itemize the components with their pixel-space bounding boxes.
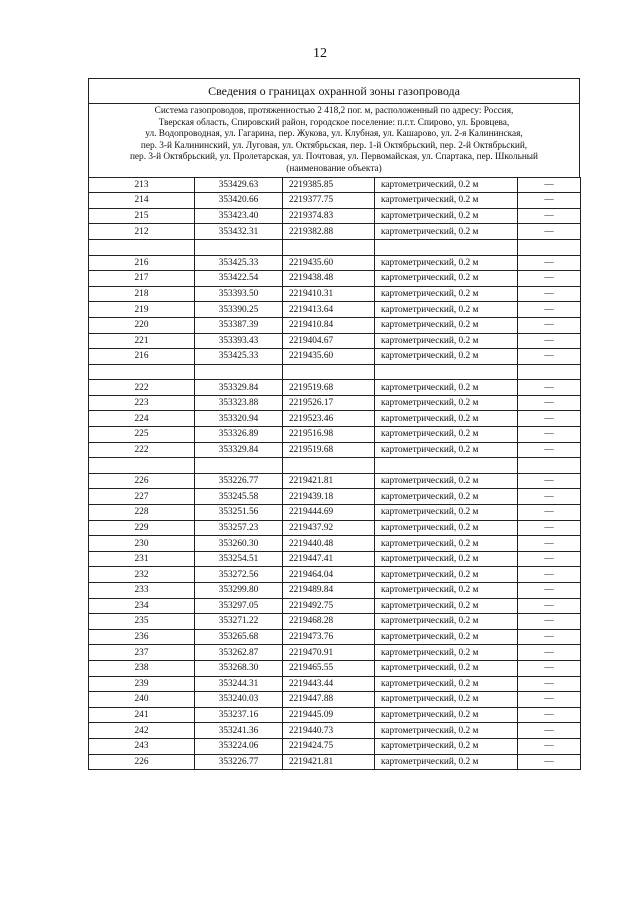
table-row bbox=[89, 520, 581, 536]
description-cell: — bbox=[518, 395, 581, 411]
table-row bbox=[89, 738, 581, 754]
x-coordinate-cell: 353393.50 bbox=[195, 286, 283, 302]
point-number-cell: 213 bbox=[89, 177, 195, 193]
object-caption: (наименование объекта) bbox=[286, 163, 382, 174]
description-cell: — bbox=[518, 427, 581, 443]
point-number-cell: 228 bbox=[89, 505, 195, 521]
empty-cell bbox=[89, 458, 195, 474]
table-row bbox=[89, 551, 581, 567]
separator-row bbox=[89, 239, 581, 255]
page-number: 12 bbox=[313, 46, 327, 61]
x-coordinate-cell: 353329.84 bbox=[195, 380, 283, 396]
method-cell: картометрический, 0.2 м bbox=[375, 442, 518, 458]
x-coordinate-cell: 353423.40 bbox=[195, 208, 283, 224]
description-cell: — bbox=[518, 505, 581, 521]
empty-cell bbox=[375, 458, 518, 474]
description-line: пер. 3-й Калининский, ул. Луговая, ул. Октябрьская, пер. 1-й Октябрьский, пер. 2-й Октябрьский, bbox=[140, 140, 528, 151]
table-row bbox=[89, 723, 581, 739]
description-line: Тверская область, Спировский район, городское поселение: п.г.т. Спирово, ул. Бровцева, bbox=[158, 117, 510, 128]
description-cell: — bbox=[518, 317, 581, 333]
method-cell: картометрический, 0.2 м bbox=[375, 349, 518, 365]
point-number-cell: 222 bbox=[89, 442, 195, 458]
method-cell: картометрический, 0.2 м bbox=[375, 193, 518, 209]
empty-cell bbox=[375, 239, 518, 255]
method-cell: картометрический, 0.2 м bbox=[375, 692, 518, 708]
method-cell: картометрический, 0.2 м bbox=[375, 738, 518, 754]
point-number-cell: 216 bbox=[89, 255, 195, 271]
empty-cell bbox=[283, 458, 375, 474]
method-cell: картометрический, 0.2 м bbox=[375, 302, 518, 318]
point-number-cell: 222 bbox=[89, 380, 195, 396]
empty-cell bbox=[195, 239, 283, 255]
empty-cell bbox=[195, 458, 283, 474]
y-coordinate-cell: 2219424.75 bbox=[283, 738, 375, 754]
point-number-cell: 238 bbox=[89, 660, 195, 676]
table-row bbox=[89, 317, 581, 333]
description-cell: — bbox=[518, 473, 581, 489]
y-coordinate-cell: 2219526.17 bbox=[283, 395, 375, 411]
point-number-cell: 212 bbox=[89, 224, 195, 240]
x-coordinate-cell: 353254.51 bbox=[195, 551, 283, 567]
method-cell: картометрический, 0.2 м bbox=[375, 723, 518, 739]
y-coordinate-cell: 2219489.84 bbox=[283, 583, 375, 599]
description-cell: — bbox=[518, 692, 581, 708]
table-row bbox=[89, 692, 581, 708]
description-cell: — bbox=[518, 489, 581, 505]
point-number-cell: 230 bbox=[89, 536, 195, 552]
y-coordinate-cell: 2219523.46 bbox=[283, 411, 375, 427]
x-coordinate-cell: 353244.31 bbox=[195, 676, 283, 692]
y-coordinate-cell: 2219410.31 bbox=[283, 286, 375, 302]
table-row bbox=[89, 255, 581, 271]
point-number-cell: 231 bbox=[89, 551, 195, 567]
empty-cell bbox=[195, 364, 283, 380]
method-cell: картометрический, 0.2 м bbox=[375, 208, 518, 224]
description-cell: — bbox=[518, 583, 581, 599]
description-cell: — bbox=[518, 707, 581, 723]
x-coordinate-cell: 353224.06 bbox=[195, 738, 283, 754]
y-coordinate-cell: 2219404.67 bbox=[283, 333, 375, 349]
x-coordinate-cell: 353251.56 bbox=[195, 505, 283, 521]
method-cell: картометрический, 0.2 м bbox=[375, 598, 518, 614]
method-cell: картометрический, 0.2 м bbox=[375, 629, 518, 645]
table-row bbox=[89, 505, 581, 521]
point-number-cell: 226 bbox=[89, 473, 195, 489]
method-cell: картометрический, 0.2 м bbox=[375, 286, 518, 302]
x-coordinate-cell: 353245.58 bbox=[195, 489, 283, 505]
table-row bbox=[89, 489, 581, 505]
x-coordinate-cell: 353329.84 bbox=[195, 442, 283, 458]
point-number-cell: 227 bbox=[89, 489, 195, 505]
y-coordinate-cell: 2219443.44 bbox=[283, 676, 375, 692]
x-coordinate-cell: 353272.56 bbox=[195, 567, 283, 583]
table-row bbox=[89, 208, 581, 224]
table-row bbox=[89, 660, 581, 676]
method-cell: картометрический, 0.2 м bbox=[375, 411, 518, 427]
method-cell: картометрический, 0.2 м bbox=[375, 271, 518, 287]
point-number-cell: 216 bbox=[89, 349, 195, 365]
description-cell: — bbox=[518, 723, 581, 739]
table-row bbox=[89, 380, 581, 396]
x-coordinate-cell: 353260.30 bbox=[195, 536, 283, 552]
x-coordinate-cell: 353240.03 bbox=[195, 692, 283, 708]
x-coordinate-cell: 353226.77 bbox=[195, 754, 283, 770]
x-coordinate-cell: 353393.43 bbox=[195, 333, 283, 349]
y-coordinate-cell: 2219470.91 bbox=[283, 645, 375, 661]
description-cell: — bbox=[518, 177, 581, 193]
point-number-cell: 215 bbox=[89, 208, 195, 224]
point-number-cell: 221 bbox=[89, 333, 195, 349]
y-coordinate-cell: 2219382.88 bbox=[283, 224, 375, 240]
y-coordinate-cell: 2219519.68 bbox=[283, 380, 375, 396]
empty-cell bbox=[375, 364, 518, 380]
x-coordinate-cell: 353297.05 bbox=[195, 598, 283, 614]
description-cell: — bbox=[518, 551, 581, 567]
table-row bbox=[89, 442, 581, 458]
table-row bbox=[89, 286, 581, 302]
table-row bbox=[89, 193, 581, 209]
x-coordinate-cell: 353387.39 bbox=[195, 317, 283, 333]
method-cell: картометрический, 0.2 м bbox=[375, 614, 518, 630]
point-number-cell: 237 bbox=[89, 645, 195, 661]
description-cell: — bbox=[518, 224, 581, 240]
table-row bbox=[89, 224, 581, 240]
empty-cell bbox=[518, 458, 581, 474]
coordinates-table bbox=[88, 177, 581, 771]
y-coordinate-cell: 2219516.98 bbox=[283, 427, 375, 443]
empty-cell bbox=[283, 364, 375, 380]
point-number-cell: 224 bbox=[89, 411, 195, 427]
separator-row bbox=[89, 364, 581, 380]
method-cell: картометрический, 0.2 м bbox=[375, 489, 518, 505]
description-line: пер. 3-й Октябрьский, ул. Пролетарская, ул. Почтовая, ул. Первомайская, ул. Спартака, пер. Школьный bbox=[129, 152, 539, 163]
description-cell: — bbox=[518, 520, 581, 536]
description-cell: — bbox=[518, 536, 581, 552]
table-row bbox=[89, 707, 581, 723]
description-cell: — bbox=[518, 676, 581, 692]
point-number-cell: 241 bbox=[89, 707, 195, 723]
method-cell: картометрический, 0.2 м bbox=[375, 224, 518, 240]
table-row bbox=[89, 302, 581, 318]
method-cell: картометрический, 0.2 м bbox=[375, 380, 518, 396]
point-number-cell: 214 bbox=[89, 193, 195, 209]
point-number-cell: 240 bbox=[89, 692, 195, 708]
table-row bbox=[89, 473, 581, 489]
x-coordinate-cell: 353432.31 bbox=[195, 224, 283, 240]
table-row bbox=[89, 411, 581, 427]
method-cell: картометрический, 0.2 м bbox=[375, 660, 518, 676]
description-cell: — bbox=[518, 660, 581, 676]
description-cell: — bbox=[518, 271, 581, 287]
x-coordinate-cell: 353262.87 bbox=[195, 645, 283, 661]
table-row bbox=[89, 614, 581, 630]
empty-cell bbox=[89, 239, 195, 255]
y-coordinate-cell: 2219438.48 bbox=[283, 271, 375, 287]
point-number-cell: 229 bbox=[89, 520, 195, 536]
table-row bbox=[89, 645, 581, 661]
y-coordinate-cell: 2219410.84 bbox=[283, 317, 375, 333]
point-number-cell: 236 bbox=[89, 629, 195, 645]
x-coordinate-cell: 353420.66 bbox=[195, 193, 283, 209]
y-coordinate-cell: 2219374.83 bbox=[283, 208, 375, 224]
y-coordinate-cell: 2219464.04 bbox=[283, 567, 375, 583]
x-coordinate-cell: 353299.80 bbox=[195, 583, 283, 599]
method-cell: картометрический, 0.2 м bbox=[375, 473, 518, 489]
y-coordinate-cell: 2219473.76 bbox=[283, 629, 375, 645]
description-cell: — bbox=[518, 629, 581, 645]
y-coordinate-cell: 2219437.92 bbox=[283, 520, 375, 536]
description-cell: — bbox=[518, 411, 581, 427]
empty-cell bbox=[518, 364, 581, 380]
method-cell: картометрический, 0.2 м bbox=[375, 551, 518, 567]
x-coordinate-cell: 353425.33 bbox=[195, 255, 283, 271]
y-coordinate-cell: 2219492.75 bbox=[283, 598, 375, 614]
table-row bbox=[89, 395, 581, 411]
description-line: Система газопроводов, протяженностью 2 418,2 пог. м, расположенный по адресу: Россия, bbox=[154, 106, 514, 116]
y-coordinate-cell: 2219421.81 bbox=[283, 754, 375, 770]
point-number-cell: 233 bbox=[89, 583, 195, 599]
description-cell: — bbox=[518, 255, 581, 271]
point-number-cell: 217 bbox=[89, 271, 195, 287]
description-cell: — bbox=[518, 208, 581, 224]
method-cell: картометрический, 0.2 м bbox=[375, 333, 518, 349]
y-coordinate-cell: 2219447.41 bbox=[283, 551, 375, 567]
point-number-cell: 235 bbox=[89, 614, 195, 630]
method-cell: картометрический, 0.2 м bbox=[375, 676, 518, 692]
method-cell: картометрический, 0.2 м bbox=[375, 583, 518, 599]
table-row bbox=[89, 536, 581, 552]
point-number-cell: 243 bbox=[89, 738, 195, 754]
y-coordinate-cell: 2219413.64 bbox=[283, 302, 375, 318]
x-coordinate-cell: 353323.88 bbox=[195, 395, 283, 411]
y-coordinate-cell: 2219447.88 bbox=[283, 692, 375, 708]
description-cell: — bbox=[518, 193, 581, 209]
y-coordinate-cell: 2219385.85 bbox=[283, 177, 375, 193]
description-cell: — bbox=[518, 302, 581, 318]
description-cell: — bbox=[518, 286, 581, 302]
method-cell: картометрический, 0.2 м bbox=[375, 177, 518, 193]
point-number-cell: 218 bbox=[89, 286, 195, 302]
x-coordinate-cell: 353237.16 bbox=[195, 707, 283, 723]
y-coordinate-cell: 2219377.75 bbox=[283, 193, 375, 209]
table-row bbox=[89, 333, 581, 349]
x-coordinate-cell: 353422.54 bbox=[195, 271, 283, 287]
table-row bbox=[89, 676, 581, 692]
point-number-cell: 234 bbox=[89, 598, 195, 614]
point-number-cell: 242 bbox=[89, 723, 195, 739]
description-cell: — bbox=[518, 380, 581, 396]
x-coordinate-cell: 353429.63 bbox=[195, 177, 283, 193]
table-row bbox=[89, 754, 581, 770]
description-cell: — bbox=[518, 645, 581, 661]
y-coordinate-cell: 2219444.69 bbox=[283, 505, 375, 521]
description-cell: — bbox=[518, 349, 581, 365]
x-coordinate-cell: 353320.94 bbox=[195, 411, 283, 427]
table-title: Сведения о границах охранной зоны газопровода bbox=[88, 78, 580, 103]
x-coordinate-cell: 353390.25 bbox=[195, 302, 283, 318]
table-row bbox=[89, 567, 581, 583]
table-row bbox=[89, 598, 581, 614]
point-number-cell: 220 bbox=[89, 317, 195, 333]
empty-cell bbox=[89, 364, 195, 380]
description-cell: — bbox=[518, 754, 581, 770]
y-coordinate-cell: 2219421.81 bbox=[283, 473, 375, 489]
method-cell: картометрический, 0.2 м bbox=[375, 536, 518, 552]
x-coordinate-cell: 353265.68 bbox=[195, 629, 283, 645]
method-cell: картометрический, 0.2 м bbox=[375, 520, 518, 536]
description-cell: — bbox=[518, 333, 581, 349]
point-number-cell: 225 bbox=[89, 427, 195, 443]
table-row bbox=[89, 427, 581, 443]
x-coordinate-cell: 353226.77 bbox=[195, 473, 283, 489]
table-row bbox=[89, 629, 581, 645]
method-cell: картометрический, 0.2 м bbox=[375, 427, 518, 443]
y-coordinate-cell: 2219439.18 bbox=[283, 489, 375, 505]
method-cell: картометрический, 0.2 м bbox=[375, 255, 518, 271]
y-coordinate-cell: 2219468.28 bbox=[283, 614, 375, 630]
description-cell: — bbox=[518, 442, 581, 458]
y-coordinate-cell: 2219465.55 bbox=[283, 660, 375, 676]
x-coordinate-cell: 353268.30 bbox=[195, 660, 283, 676]
table-row bbox=[89, 177, 581, 193]
point-number-cell: 239 bbox=[89, 676, 195, 692]
empty-cell bbox=[518, 239, 581, 255]
object-description bbox=[88, 103, 580, 177]
x-coordinate-cell: 353241.36 bbox=[195, 723, 283, 739]
table-row bbox=[89, 271, 581, 287]
method-cell: картометрический, 0.2 м bbox=[375, 645, 518, 661]
y-coordinate-cell: 2219440.73 bbox=[283, 723, 375, 739]
description-line: ул. Водопроводная, ул. Гагарина, пер. Жукова, ул. Клубная, ул. Кашарово, ул. 2-я Калининская, bbox=[145, 129, 523, 140]
method-cell: картометрический, 0.2 м bbox=[375, 505, 518, 521]
x-coordinate-cell: 353257.23 bbox=[195, 520, 283, 536]
y-coordinate-cell: 2219435.60 bbox=[283, 255, 375, 271]
point-number-cell: 226 bbox=[89, 754, 195, 770]
description-cell: — bbox=[518, 614, 581, 630]
method-cell: картометрический, 0.2 м bbox=[375, 754, 518, 770]
y-coordinate-cell: 2219519.68 bbox=[283, 442, 375, 458]
boundary-table-frame bbox=[88, 78, 580, 770]
method-cell: картометрический, 0.2 м bbox=[375, 317, 518, 333]
point-number-cell: 223 bbox=[89, 395, 195, 411]
x-coordinate-cell: 353326.89 bbox=[195, 427, 283, 443]
empty-cell bbox=[283, 239, 375, 255]
table-row bbox=[89, 349, 581, 365]
method-cell: картометрический, 0.2 м bbox=[375, 707, 518, 723]
y-coordinate-cell: 2219445.09 bbox=[283, 707, 375, 723]
y-coordinate-cell: 2219435.60 bbox=[283, 349, 375, 365]
description-cell: — bbox=[518, 567, 581, 583]
point-number-cell: 219 bbox=[89, 302, 195, 318]
x-coordinate-cell: 353425.33 bbox=[195, 349, 283, 365]
description-cell: — bbox=[518, 738, 581, 754]
y-coordinate-cell: 2219440.48 bbox=[283, 536, 375, 552]
table-row bbox=[89, 583, 581, 599]
method-cell: картометрический, 0.2 м bbox=[375, 395, 518, 411]
x-coordinate-cell: 353271.22 bbox=[195, 614, 283, 630]
method-cell: картометрический, 0.2 м bbox=[375, 567, 518, 583]
separator-row bbox=[89, 458, 581, 474]
description-cell: — bbox=[518, 598, 581, 614]
point-number-cell: 232 bbox=[89, 567, 195, 583]
